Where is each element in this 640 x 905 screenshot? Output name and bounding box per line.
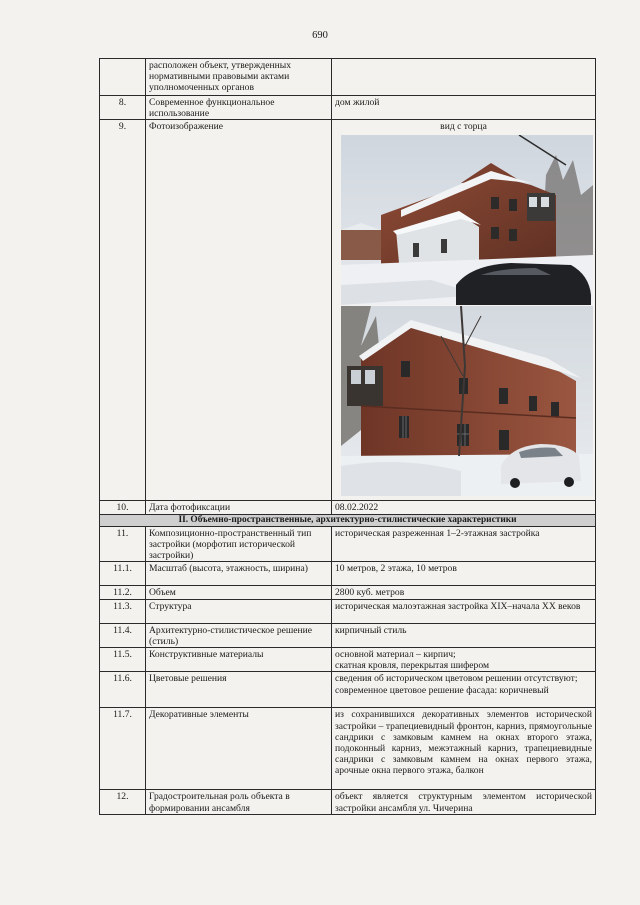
- row-name: Композиционно-пространственный тип застройки (морфотип исторической застройки): [146, 526, 332, 562]
- materials-line-1: основной материал – кирпич;: [335, 649, 456, 661]
- table-row: [100, 562, 596, 586]
- row-name: Дата фотофиксации: [146, 501, 332, 514]
- row-number: 11.7.: [100, 708, 146, 790]
- row-number: 11.3.: [100, 599, 146, 623]
- row-value: [332, 59, 596, 96]
- table-row: [100, 623, 596, 647]
- table-row: [100, 599, 596, 623]
- row-name: Декоративные элементы: [146, 708, 332, 790]
- materials-line-2: скатная кровля, перекрытая шифером: [335, 660, 490, 672]
- color-line-1: сведения об историческом цветовом решении отсутствуют;: [335, 673, 578, 685]
- row-number: 11.6.: [100, 672, 146, 708]
- row-number: 12.: [100, 790, 146, 814]
- row-name: расположен объект, утвержденных нормативными правовыми актами уполномоченных органов: [146, 59, 332, 96]
- row-name: Конструктивные материалы: [146, 648, 332, 672]
- color-line-2: современное цветовое решение фасада: коричневый: [335, 684, 549, 696]
- row-value: 10 метров, 2 этажа, 10 метров: [332, 562, 596, 586]
- row-name: Градостроительная роль объекта в формировании ансамбля: [146, 790, 332, 814]
- row-number: [100, 59, 146, 96]
- row-name: Фотоизображение: [146, 120, 332, 501]
- row-value: из сохранившихся декоративных элементов исторической застройки – трапециевидный фронтон, карниз, прямоугольные сандрики с замковым камнем на окнах второго этажа, подоконный карниз, межэтажный карниз, трапециевидные сандрики с замковым камнем на окнах первого этажа, арочные окна первого этажа, балкон: [332, 708, 596, 790]
- row-name: Архитектурно-стилистическое решение (стиль): [146, 623, 332, 647]
- row-name: Структура: [146, 599, 332, 623]
- row-name: Объем: [146, 586, 332, 599]
- page-number: 690: [312, 30, 328, 41]
- table-row: [100, 526, 596, 562]
- row-value: историческая малоэтажная застройка XIX–начала XX веков: [332, 599, 596, 623]
- row-number: 11.5.: [100, 648, 146, 672]
- section-title: II. Объемно-пространственные, архитектурно-стилистические характеристики: [100, 514, 596, 526]
- row-value: объект является структурным элементом исторической застройки ансамбля ул. Чичерина: [332, 790, 596, 814]
- row-value: [332, 648, 596, 672]
- table-row: [100, 672, 596, 708]
- passport-table: [99, 58, 596, 815]
- table-row: [100, 648, 596, 672]
- row-number: 11.: [100, 526, 146, 562]
- table-row: [100, 586, 596, 599]
- photo-end-view: [341, 135, 593, 305]
- section-header-row: [100, 514, 596, 526]
- table-row: [100, 708, 596, 790]
- row-number: 9.: [100, 120, 146, 501]
- row-name: Современное функциональное использование: [146, 96, 332, 120]
- photo-caption: вид с торца: [440, 121, 487, 133]
- photo-facade-view: [341, 306, 593, 496]
- row-number: 11.1.: [100, 562, 146, 586]
- row-value: 08.02.2022: [332, 501, 596, 514]
- row-value: [332, 120, 596, 501]
- table-row: [100, 790, 596, 814]
- table-row: [100, 59, 596, 96]
- row-value: кирпичный стиль: [332, 623, 596, 647]
- row-value: [332, 672, 596, 708]
- row-number: 11.2.: [100, 586, 146, 599]
- row-name: Цветовые решения: [146, 672, 332, 708]
- table-row: [100, 96, 596, 120]
- row-number: 10.: [100, 501, 146, 514]
- row-name: Масштаб (высота, этажность, ширина): [146, 562, 332, 586]
- row-value: 2800 куб. метров: [332, 586, 596, 599]
- row-number: 11.4.: [100, 623, 146, 647]
- table-row: [100, 120, 596, 501]
- row-value: дом жилой: [332, 96, 596, 120]
- row-number: 8.: [100, 96, 146, 120]
- table-row: [100, 501, 596, 514]
- row-value: историческая разреженная 1–2-этажная застройка: [332, 526, 596, 562]
